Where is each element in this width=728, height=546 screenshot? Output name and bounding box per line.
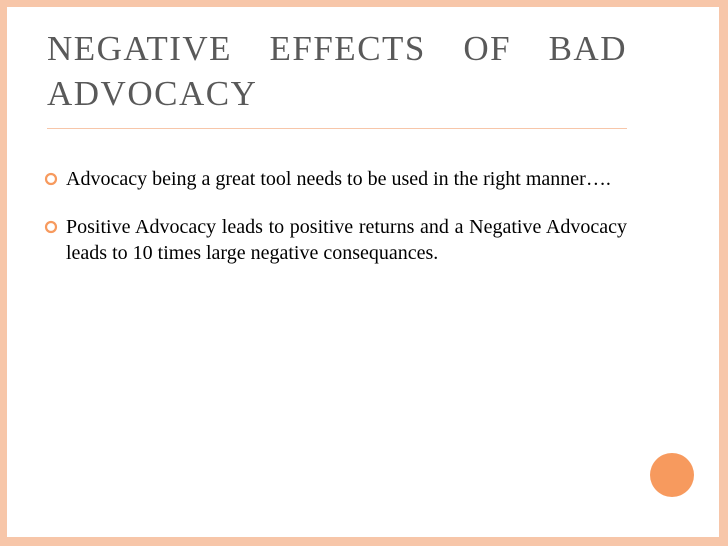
bullet-item [44, 214, 627, 266]
slide-title: NEGATIVE EFFECTS OF BAD ADVOCACY [47, 29, 627, 113]
circle-bullet-icon [44, 172, 58, 186]
bullet-text: Advocacy being a great tool needs to be used in the right manner…. [66, 168, 611, 190]
bullet-item [44, 166, 627, 192]
decorative-circle [650, 453, 694, 497]
circle-bullet-icon [44, 220, 58, 234]
title-divider [47, 128, 627, 129]
bullet-text: Positive Advocacy leads to positive returns and a Negative Advocacy leads to 10 times large negative consequances. [66, 216, 627, 264]
bullet-list [44, 166, 627, 288]
